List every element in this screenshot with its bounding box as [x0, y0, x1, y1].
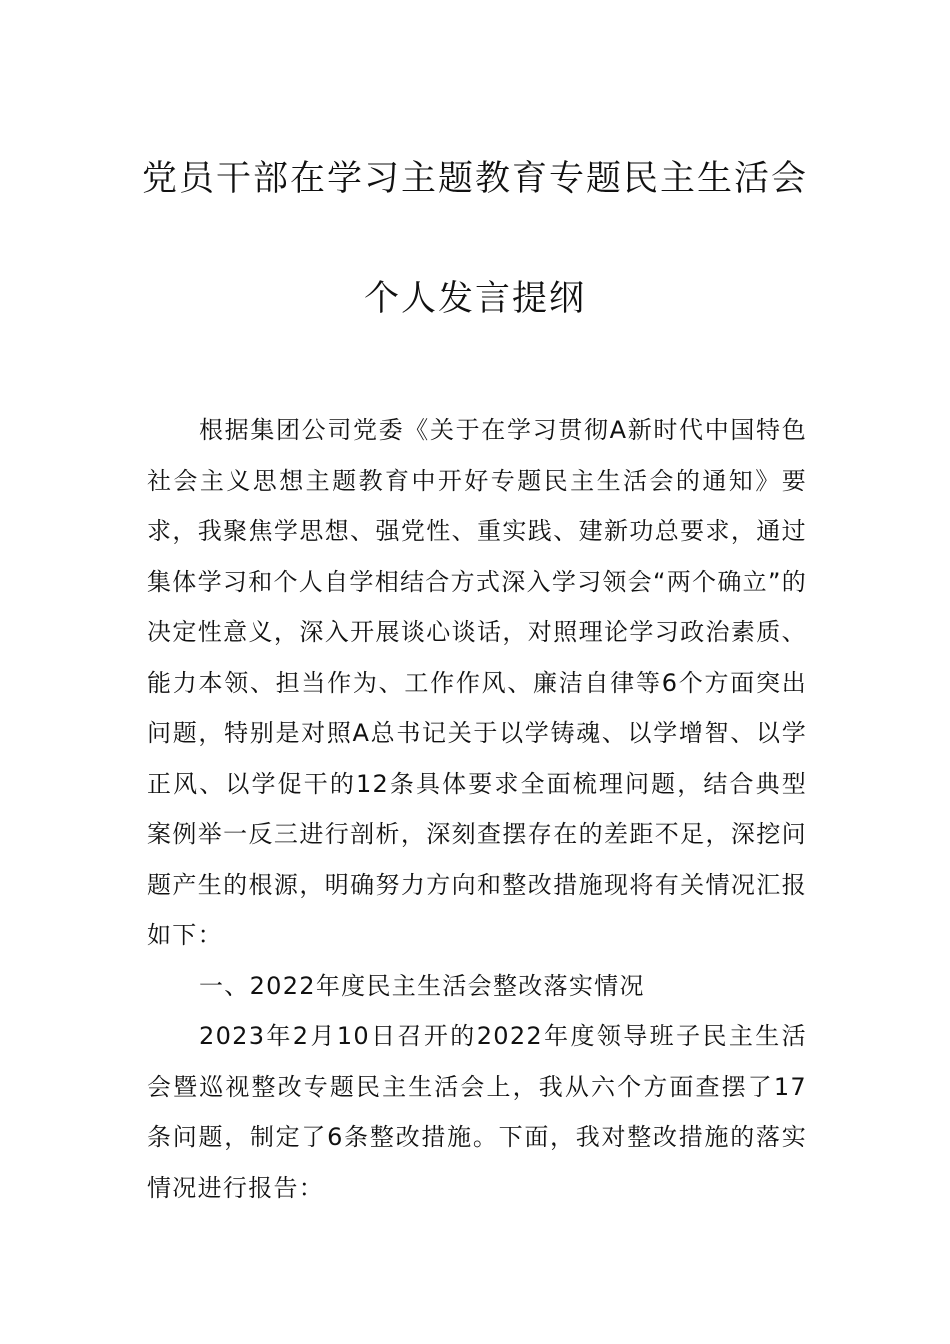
- section-paragraph: 2023年2月10日召开的2022年度领导班子民主生活会暨巡视整改专题民主生活会上，我从六个方面查摆了17条问题，制定了6条整改措施。下面，我对整改措施的落实情况进行报告：: [147, 1022, 807, 1202]
- document-body: [147, 405, 807, 1213]
- intro-paragraph: 根据集团公司党委《关于在学习贯彻A新时代中国特色社会主义思想主题教育中开好专题民主生活会的通知》要求，我聚焦学思想、强党性、重实践、建新功总要求，通过集体学习和个人自学相结合方式深入学习领会“两个确立”的决定性意义，深入开展谈心谈话，对照理论学习政治素质、能力本领、担当作为、工作作风、廉洁自律等6个方面突出问题，特别是对照A总书记关于以学铸魂、以学增智、以学正风、以学促干的12条具体要求全面梳理问题，结合典型案例举一反三进行剖析，深刻查摆存在的差距不足，深挖问题产生的根源，明确努力方向和整改措施现将有关情况汇报如下：: [147, 416, 807, 949]
- document-title-line-1: 党员干部在学习主题教育专题民主生活会: [141, 159, 808, 199]
- document-title-line-2: 个人发言提纲: [363, 279, 586, 319]
- section-heading: 一、2022年度民主生活会整改落实情况: [199, 971, 645, 1000]
